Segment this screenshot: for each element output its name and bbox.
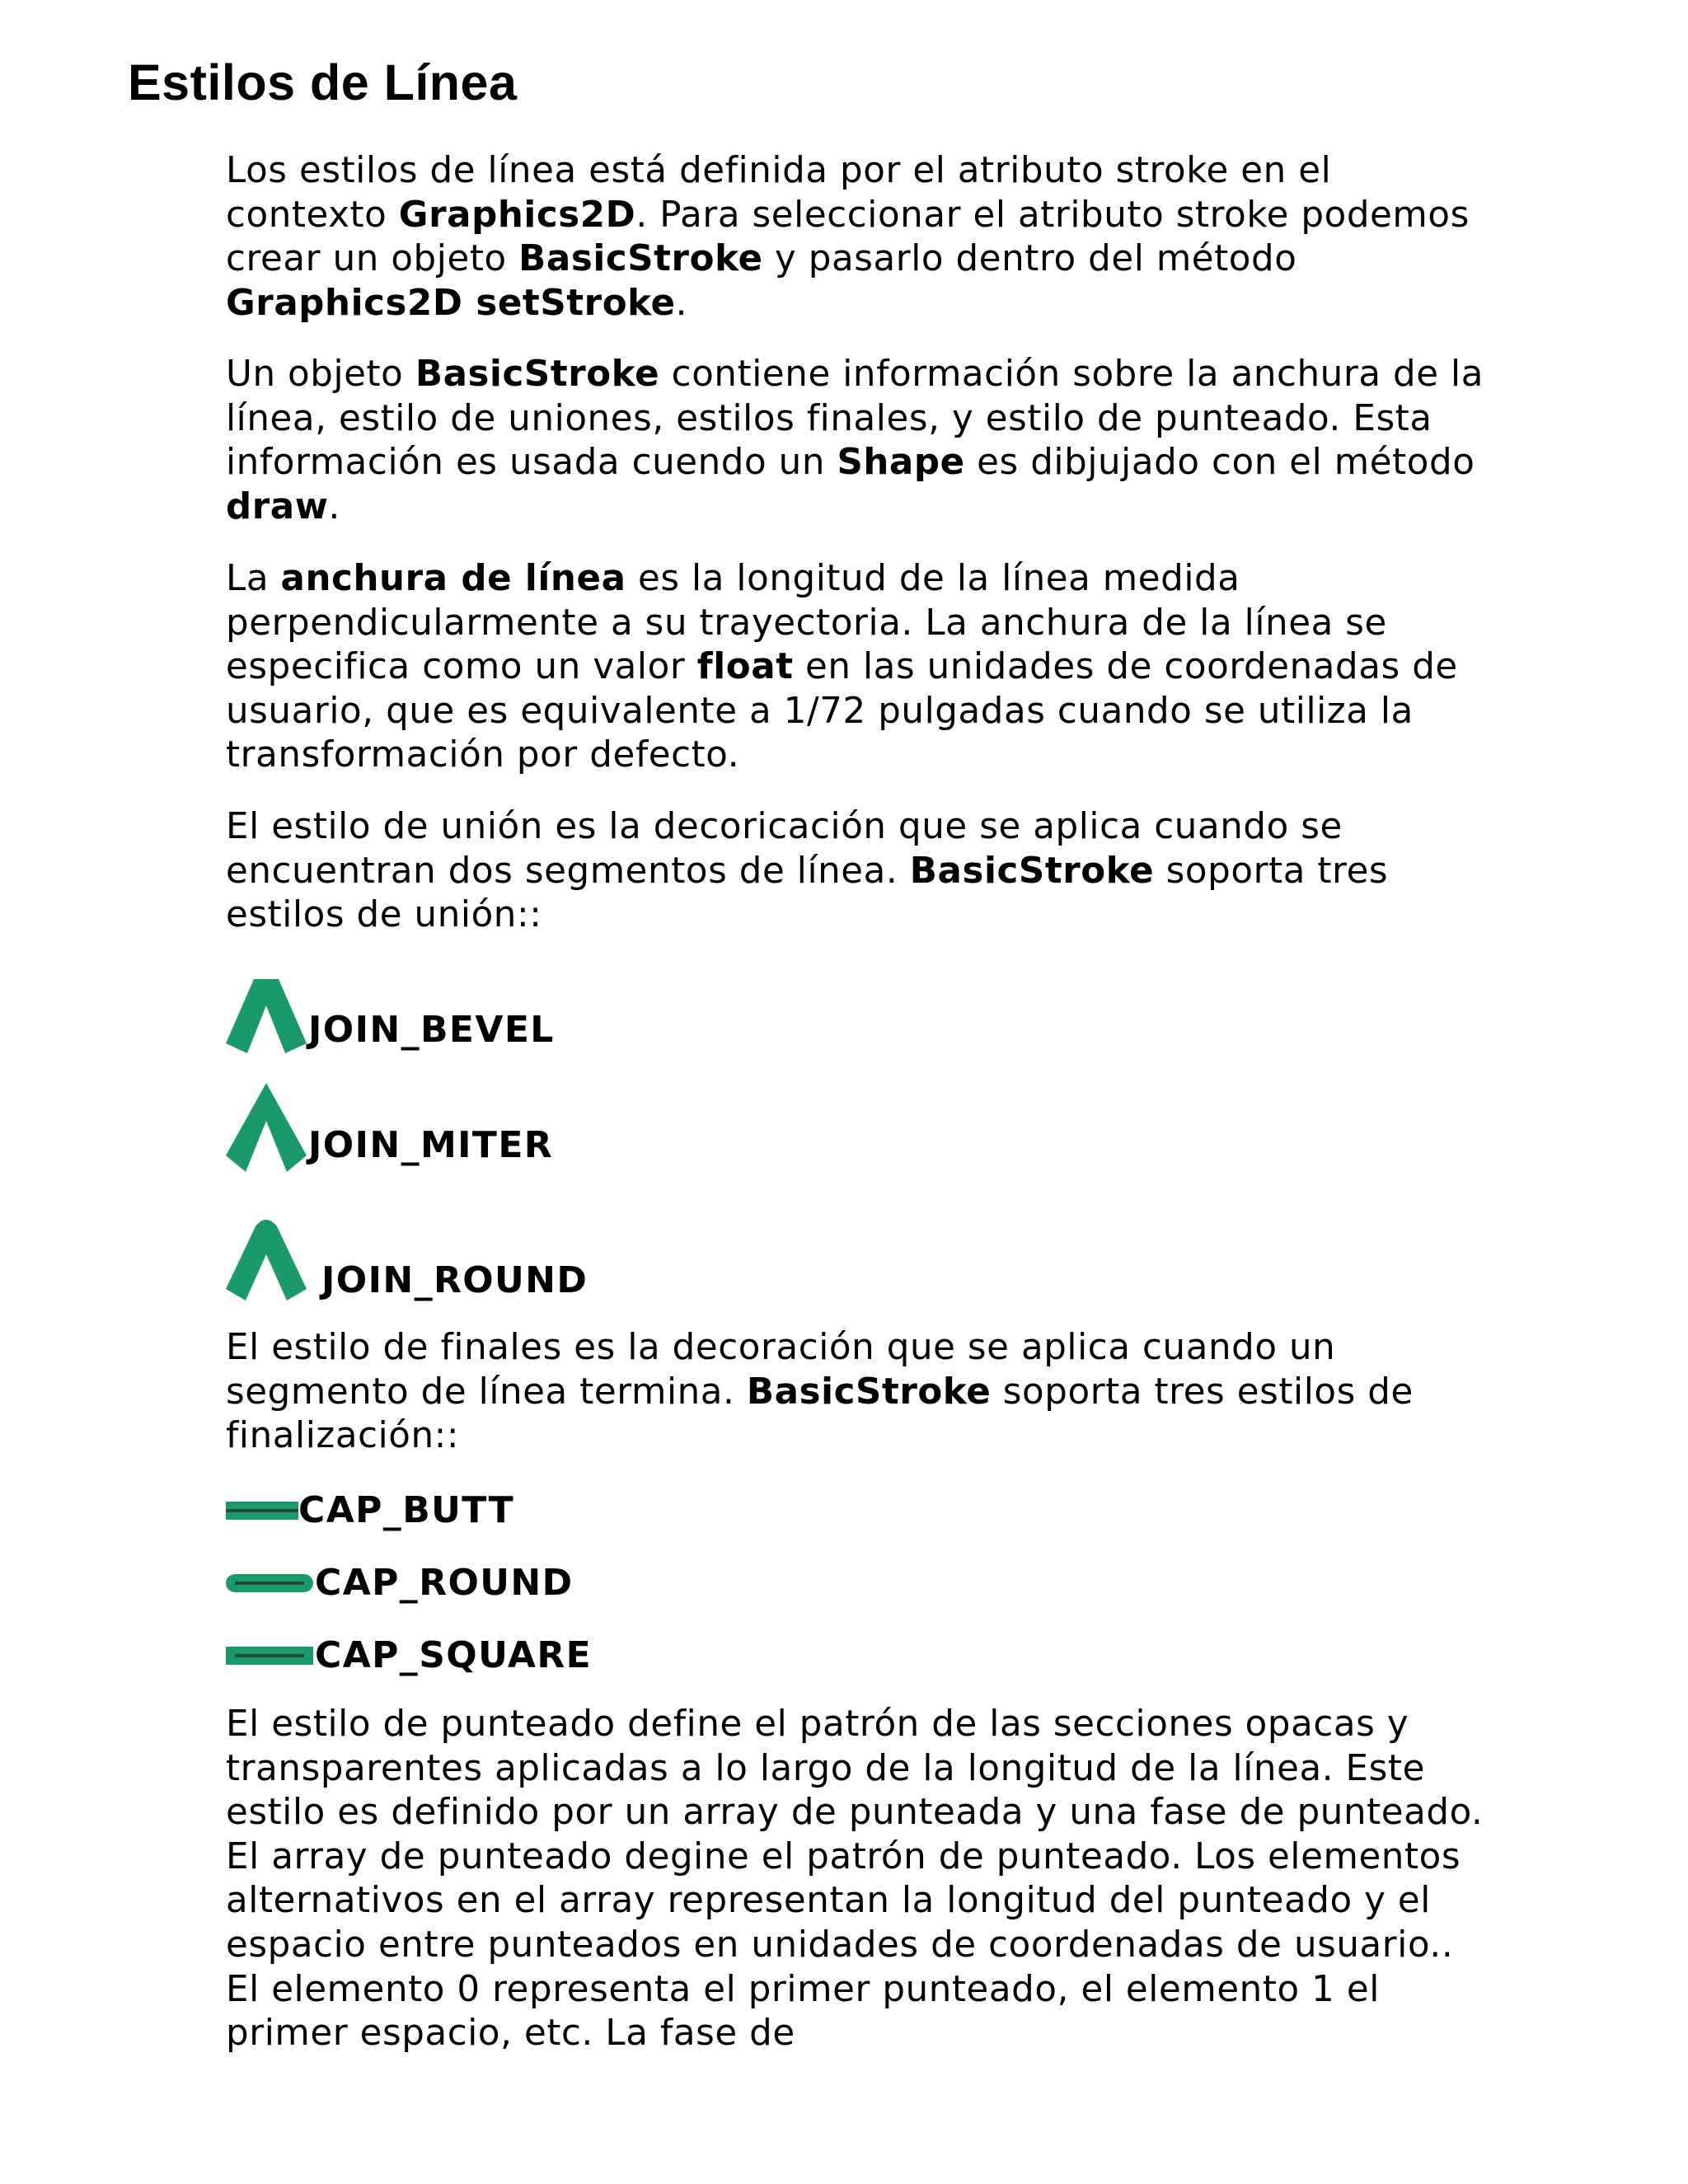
- join-style-item-round: [226, 1212, 588, 1302]
- page-title: Estilos de Línea: [128, 54, 518, 110]
- cap-style-item-square: [226, 1631, 592, 1680]
- term-line-width: anchura de línea: [280, 558, 626, 599]
- term-graphics2d: Graphics2D: [398, 194, 636, 236]
- text: en las unidades de coordenadas de usuario, que es equivalente a 1/72 pulgadas cuando se utiliza la transformación por defecto.: [226, 646, 1458, 776]
- cap-style-item-round: [226, 1558, 574, 1608]
- butt-cap-icon: [226, 1498, 298, 1523]
- square-cap-icon: [226, 1643, 315, 1668]
- paragraph-join-style: [226, 805, 1487, 938]
- term-basicstroke: BasicStroke: [518, 238, 763, 280]
- bevel-join-icon: [226, 976, 308, 1055]
- miter-join-icon: [226, 1083, 308, 1174]
- term-shape: Shape: [837, 442, 965, 484]
- term-draw: draw: [226, 485, 329, 527]
- text: La: [226, 558, 281, 599]
- paragraph-line-width: [226, 557, 1487, 778]
- join-style-label: JOIN_BEVEL: [308, 1009, 555, 1051]
- join-style-label: JOIN_MITER: [308, 1124, 554, 1166]
- text: .: [675, 282, 688, 324]
- paragraph-dash-style: [226, 1703, 1487, 2056]
- cap-style-item-butt: [226, 1486, 514, 1535]
- term-float: float: [696, 646, 794, 688]
- text: Los estilos de línea está definida por el atributo stroke en el contexto: [226, 150, 1332, 236]
- text: El estilo de punteado define el patrón de las secciones opacas y transparentes aplicadas a lo largo de la longitud de la línea. Este estilo es definido por un array de punteada y una fase de punteado. El array de punteado degine el patrón de punteado. Los elementos alternativos en el array representan la longitud del punteado y el espacio entre punteados en unidades de coordenadas de usuario.. El elemento 0 representa el primer punteado, el elemento 1 el primer espacio, etc. La fase de: [226, 1704, 1484, 2055]
- paragraph-stroke-context: [226, 149, 1487, 326]
- text: contiene información sobre la anchura de la línea, estilo de uniones, estilos finales, y estilo de punteado. Esta información es usada cuendo un: [226, 354, 1484, 484]
- term-setstroke: Graphics2D setStroke: [226, 282, 676, 324]
- join-style-label: JOIN_ROUND: [321, 1259, 588, 1301]
- round-cap-icon: [226, 1571, 315, 1596]
- text: .: [328, 485, 340, 527]
- paragraph-cap-style: [226, 1326, 1487, 1459]
- term-basicstroke: BasicStroke: [746, 1371, 992, 1413]
- join-style-item-miter: [226, 1083, 553, 1174]
- cap-style-label: CAP_SQUARE: [315, 1634, 593, 1676]
- term-basicstroke: BasicStroke: [909, 850, 1155, 892]
- text: El estilo de finales es la decoración que se aplica cuando un segmento de línea termina.: [226, 1327, 1336, 1413]
- text: soporta tres estilos de finalización::: [226, 1371, 1414, 1457]
- text: y pasarlo dentro del método: [762, 238, 1297, 280]
- text: es la longitud de la línea medida perpendicularmente a su trayectoria. La anchura de la línea se especifica como un valor: [226, 558, 1387, 688]
- paragraph-basicstroke-info: [226, 353, 1487, 529]
- join-style-item-bevel: [226, 964, 555, 1055]
- cap-style-label: CAP_BUTT: [298, 1489, 515, 1531]
- round-join-icon: [226, 1218, 308, 1302]
- cap-style-label: CAP_ROUND: [315, 1562, 574, 1604]
- text: El estilo de unión es la decoricación que se aplica cuando se encuentran dos segmentos de línea.: [226, 806, 1343, 892]
- text: es dibjujado con el método: [964, 442, 1475, 484]
- text: Un objeto: [226, 354, 415, 395]
- term-basicstroke: BasicStroke: [415, 354, 660, 395]
- text: soporta tres estilos de unión::: [226, 850, 1389, 936]
- text: . Para seleccionar el atributo stroke podemos crear un objeto: [226, 194, 1470, 280]
